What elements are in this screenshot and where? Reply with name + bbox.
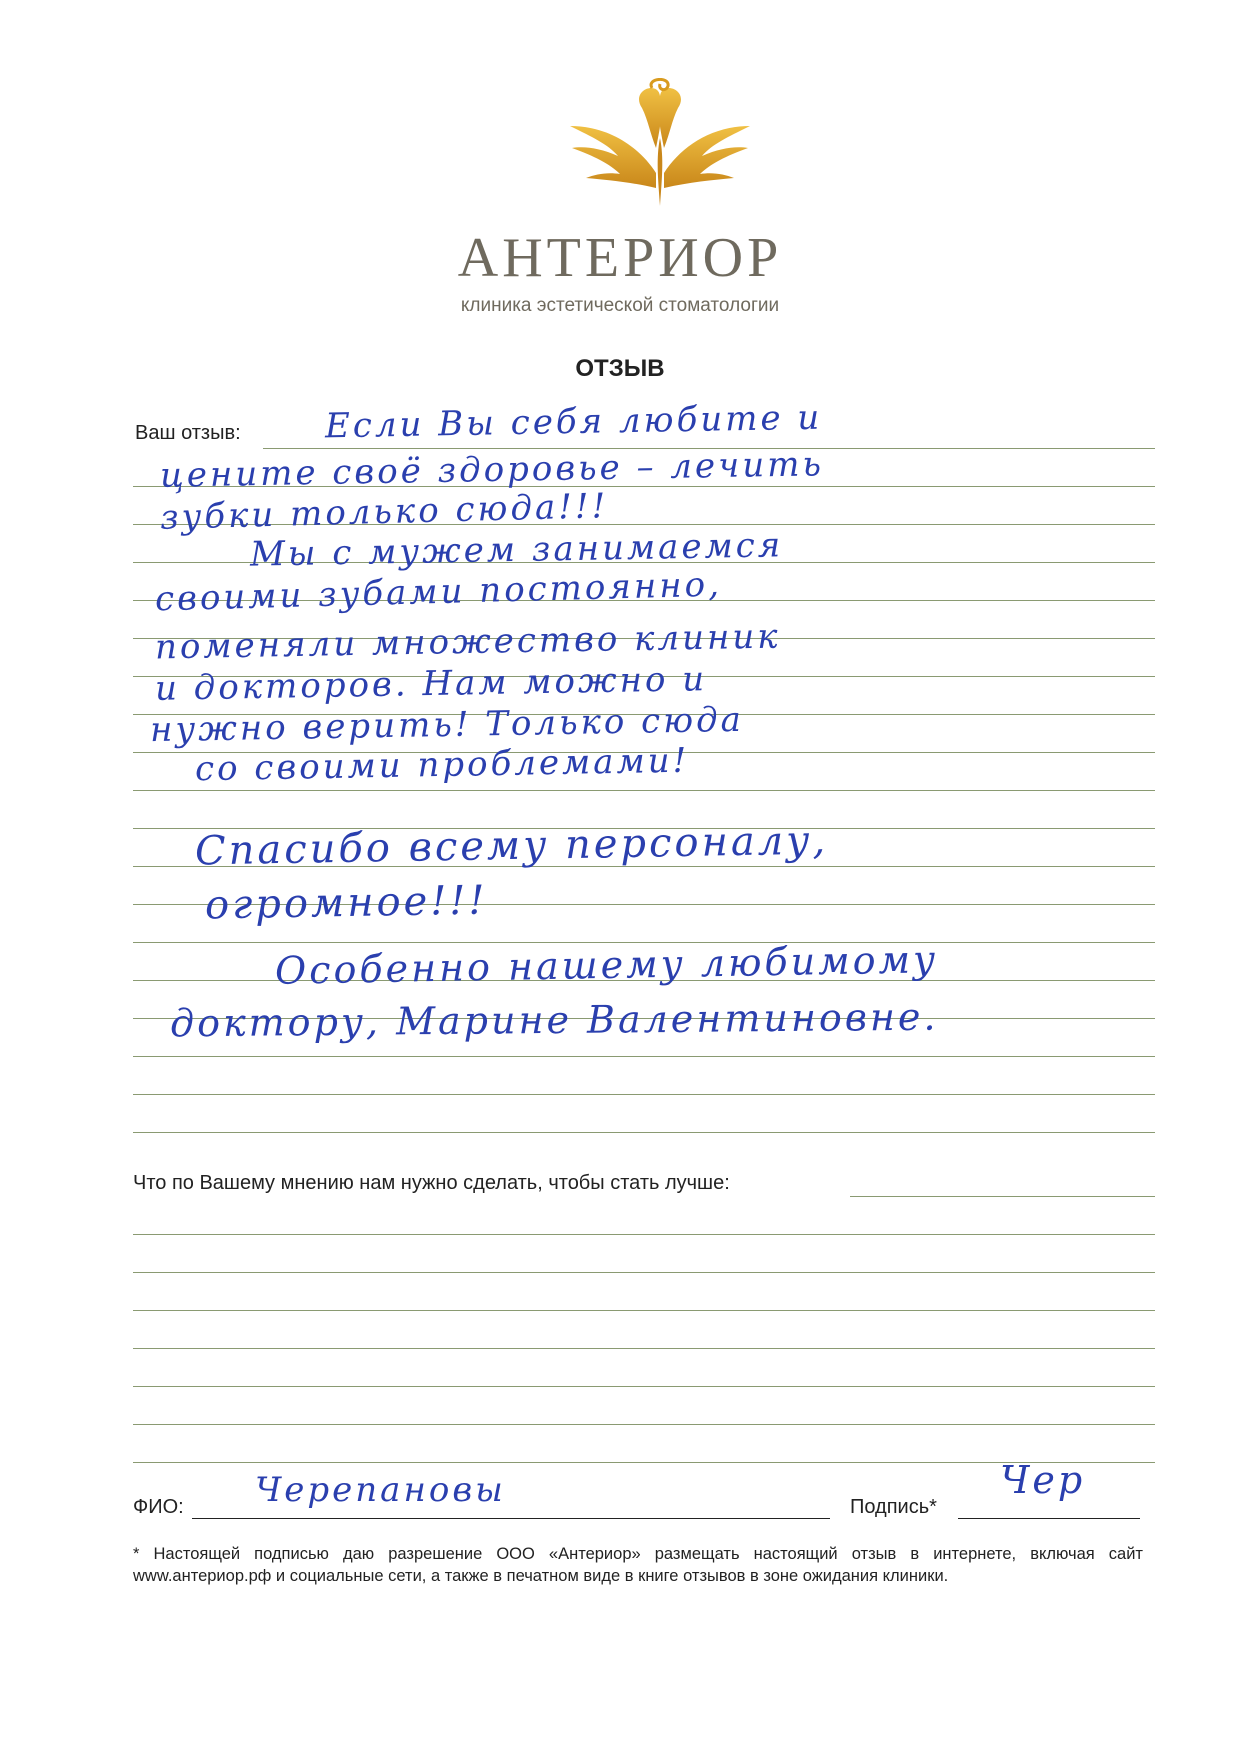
improve-label: Что по Вашему мнению нам нужно сделать, чтобы стать лучше: [133,1172,730,1194]
handwritten-line: огромное!!! [204,877,488,929]
consent-footnote: * Настоящей подписью даю разрешение ООО «Антериор» размещать настоящий отзыв в интернете, включая сайт www.антериор.рф и социальные сети, а также в печатном виде в книге отзывов в зоне ожидания клиники. [133,1545,1143,1585]
signature-handwritten: Чер [1000,1458,1086,1502]
handwritten-line: Особенно нашему любимому [274,937,939,993]
handwritten-line: со своими проблемами! [194,740,690,790]
handwritten-line: поменяли множество клиник [154,616,781,668]
handwritten-line: и докторов. Нам можно и [154,659,708,709]
fio-handwritten: Черепановы [255,1470,506,1510]
form-title: ОТЗЫВ [575,355,665,382]
review-label: Ваш отзыв: [135,422,241,444]
handwritten-line: своими зубами постоянно, [154,564,723,620]
brand-subtitle: клиника эстетической стоматологии [460,295,780,316]
handwritten-line: Мы с мужем занимаемся [249,525,784,575]
handwritten-line: Спасибо всему персоналу, [194,817,829,875]
handwritten-line: доктору, Марине Валентиновне. [169,994,939,1046]
brand-name: АНТЕРИОР [457,227,783,289]
fio-label: ФИО: [133,1496,184,1518]
handwritten-line: нужно верить! Только сюда [149,699,745,751]
handwritten-line: цените своё здоровье – лечить [159,444,825,496]
handwritten-line: зубки только сюда!!! [159,486,609,538]
signature-label: Подпись* [850,1496,937,1518]
handwritten-line: Если Вы себя любите и [324,397,823,447]
